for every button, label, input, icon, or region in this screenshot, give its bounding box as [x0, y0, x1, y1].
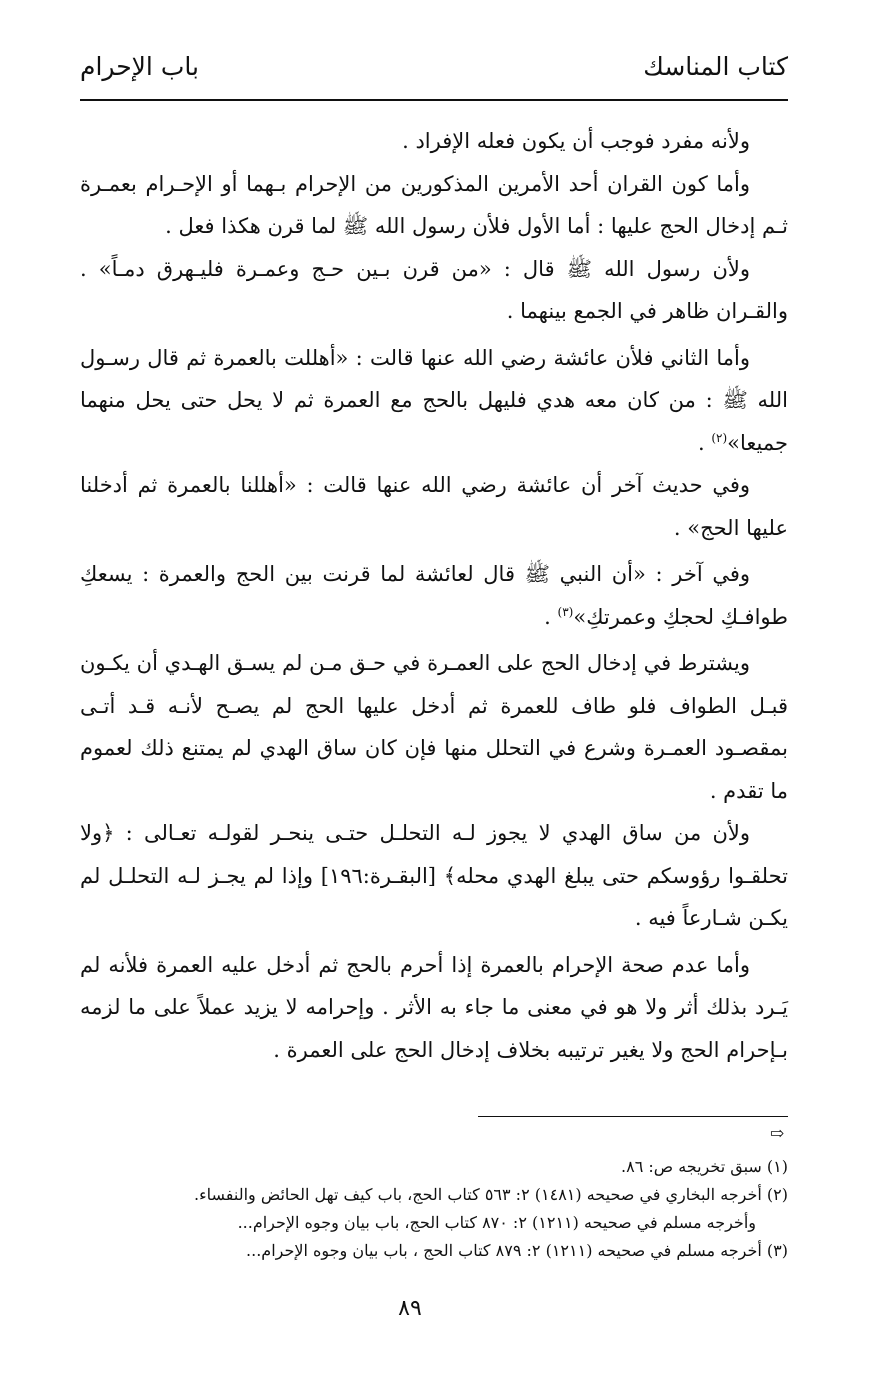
- paragraph: ولأن من ساق الهدي لا يجوز لـه التحلـل حتـى ينحـر لقولـه تعـالى : ﴿ولا تحلقـوا رؤوسكم حتى يبلغ الهدي محله﴾ [البقـرة:١٩٦] وإذا لم يجـز لـه التحلـل لم يكـن شـارعاً فيه .: [80, 821, 788, 930]
- running-header: [80, 52, 788, 98]
- paragraph: وأما عدم صحة الإحرام بالعمرة إذا أحرم بالحج ثم أدخل عليه العمرة فلأنه لم يَـرد بذلك أثر ولا هو في معنى ما جاء به الأثر . وإحرامه لا يزيد عملاً على ما لزمه بـإحرام الحج ولا يغير ترتيبه بخلاف إدخال الحج على العمرة .: [80, 952, 788, 1062]
- page-number: ٨٩: [398, 1296, 422, 1321]
- footnotes: [80, 1153, 788, 1265]
- paragraph-text: وفي آخر : «أن النبي ﷺ قال لعائشة لما قرنت بين الحج والعمرة : يسعكِ طوافـكِ لحجكِ وعمرتكِ»: [80, 562, 788, 629]
- paragraph-text: وأما الثاني فلأن عائشة رضي الله عنها قالت : «أهللت بالعمرة ثم قال رسـول الله ﷺ : من كان معه هدي فليهل بالحج مع العمرة ثم لا يحل حتى يحل منهما جميعا»: [80, 345, 788, 455]
- paragraph: ويشترط في إدخال الحج على العمـرة في حـق مـن لم يسـق الهـدي أن يكـون قبـل الطواف فلو طاف للعمرة ثم أدخل عليها الحج لم يصـح لأنـه قـد أتـى بمقصـود العمـرة وشرع في التحلل منها فإن كان ساق الهدي لم يمتنع ذلك لعموم ما تقدم .: [80, 651, 788, 803]
- footnote: (١) سبق تخريجه ص: ٨٦.: [621, 1157, 788, 1176]
- footnote: (٣) أخرجه مسلم في صحيحه (١٢١١) ٢: ٨٧٩ كتاب الحج ، باب بيان وجوه الإحرام...: [246, 1241, 788, 1260]
- paragraph: ولأن رسول الله ﷺ قال : «من قرن بـين حـج وعمـرة فليـهرق دمـاً» . والقـران ظاهر في الجمع بينهما .: [80, 256, 788, 323]
- main-text: [80, 120, 788, 1071]
- paragraph-tail: .: [544, 604, 558, 629]
- paragraph: وأما كون القران أحد الأمرين المذكورين من الإحرام بـهما أو الإحـرام بعمـرة ثـم إدخال الحج عليها : أما الأول فلأن رسول الله ﷺ لما قرن هكذا فعل .: [80, 171, 788, 238]
- paragraph: [80, 337, 788, 465]
- header-divider: [80, 99, 788, 101]
- continuation-arrow-icon: ⇨: [770, 1124, 785, 1144]
- footnote-ref[interactable]: (٢): [711, 430, 728, 445]
- footnote-ref[interactable]: (٣): [557, 604, 574, 619]
- paragraph: [80, 553, 788, 638]
- paragraph-tail: .: [697, 430, 712, 455]
- book-title: كتاب المناسك: [643, 52, 788, 81]
- footnote-divider: [478, 1116, 788, 1117]
- footnote-continuation: وأخرجه مسلم في صحيحه (١٢١١) ٢: ٨٧٠ كتاب الحج، باب بيان وجوه الإحرام...: [237, 1213, 756, 1232]
- paragraph: وفي حديث آخر أن عائشة رضي الله عنها قالت : «أهللنا بالعمرة ثم أدخلنا عليها الحج» .: [80, 473, 788, 540]
- chapter-title: باب الإحرام: [80, 52, 199, 81]
- footnote: (٢) أخرجه البخاري في صحيحه (١٤٨١) ٢: ٥٦٣ كتاب الحج، باب كيف تهل الحائض والنفساء.: [194, 1185, 788, 1204]
- paragraph: ولأنه مفرد فوجب أن يكون فعله الإفراد .: [402, 129, 750, 153]
